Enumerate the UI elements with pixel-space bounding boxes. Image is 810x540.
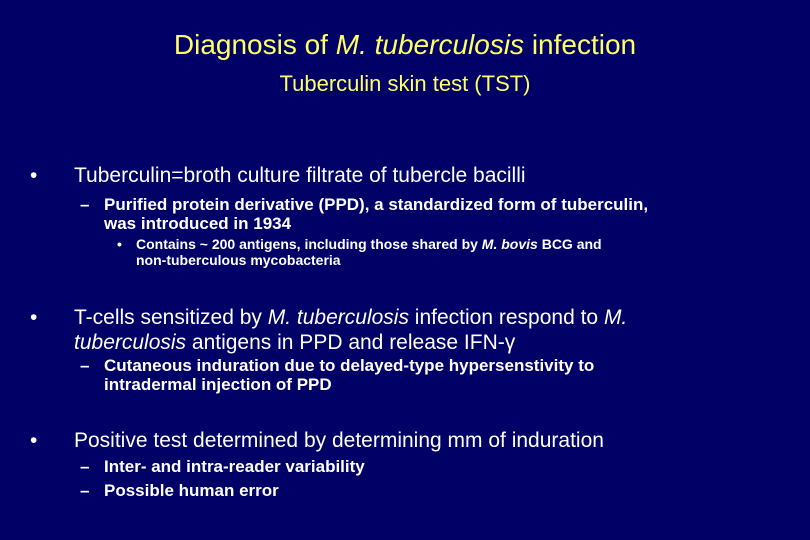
bullet-2 (30, 305, 627, 355)
bullet-1-subsub-line-2: non-tuberculous mycobacteria (136, 252, 341, 268)
bullet-1-subsub-line-1: Contains ~ 200 antigens, including those shared by M. bovis BCG and (136, 236, 602, 252)
bullet-2-sub-line-1: Cutaneous induration due to delayed-type hypersenstivity to (104, 356, 595, 375)
bullet-1 (30, 163, 526, 188)
slide-subtitle: Tuberculin skin test (TST) (279, 71, 531, 96)
bullet-marker: • (30, 164, 38, 187)
bullet-marker: • (30, 429, 38, 452)
bullet-1-text: Tuberculin=broth culture filtrate of tubercle bacilli (74, 164, 526, 187)
bullet-3 (30, 428, 604, 453)
bullet-2-line-1: T-cells sensitized by M. tuberculosis infection respond to M. (74, 306, 628, 329)
bullet-3-sub-2 (80, 481, 279, 500)
dash-marker: – (80, 356, 90, 375)
bullet-1-subsub (117, 236, 602, 268)
dash-marker: – (80, 457, 90, 476)
bullet-3-sub-2-text: Possible human error (104, 481, 279, 500)
bullet-2-sub (80, 356, 594, 394)
dash-marker: – (80, 195, 90, 214)
bullet-2-sub-line-2: intradermal injection of PPD (104, 375, 332, 394)
dash-marker: – (80, 481, 90, 500)
bullet-marker-small: • (117, 236, 122, 252)
bullet-marker: • (30, 306, 38, 329)
bullet-3-sub-1-text: Inter- and intra-reader variability (104, 457, 365, 476)
bullet-1-sub-line-2: was introduced in 1934 (104, 214, 292, 233)
bullet-1-sub (80, 195, 648, 233)
title-text: Diagnosis of (173, 29, 336, 60)
bullet-2-line-2: tuberculosis antigens in PPD and release IFN-γ (74, 331, 516, 354)
bullet-3-sub-1 (80, 457, 365, 476)
title-italic-text: M. tuberculosis (335, 29, 525, 60)
bullet-1-sub-line-1: Purified protein derivative (PPD), a standardized form of tuberculin, (104, 195, 649, 214)
bullet-3-text: Positive test determined by determining mm of induration (74, 429, 604, 452)
title-text-end: infection (524, 29, 637, 60)
slide-title (0, 28, 810, 62)
